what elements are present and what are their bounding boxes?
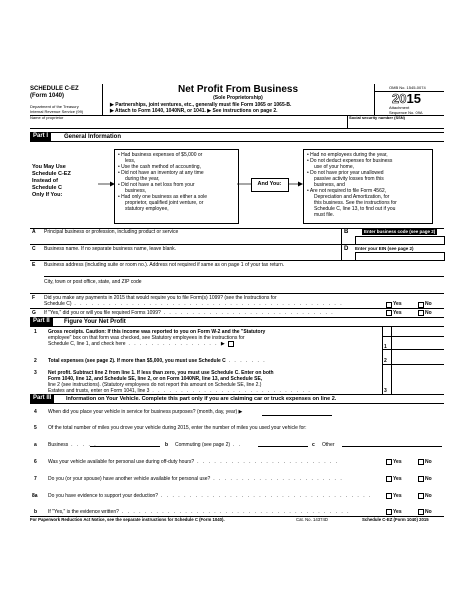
line-7-number: 7 (34, 476, 37, 482)
ssn-label: Social security number (SSN) (349, 115, 406, 120)
principal-business-field[interactable] (44, 236, 340, 244)
line-8b-text: If "Yes," is the evidence written? . . . . . . . . . . . . . . . . . . . . . . . . . . . . . . . . . . . . . . . . (48, 509, 351, 515)
line-5-text: Of the total number of miles you drove your vehicle during 2015, enter the number of miles you used your vehicle for: (48, 425, 307, 431)
part3-title: Information on Your Vehicle. Complete this part only if you are claiming car or truck expenses on line 2. (66, 396, 337, 402)
net-profit-field[interactable] (392, 380, 443, 393)
line-6-no-label: No (425, 459, 432, 465)
line-f-label-2: Schedule C) . . . . . . . . . . . . . . . . . . . . . . . . . . . . . . . . . . . . . . . . . . . . . . . (44, 301, 344, 307)
part2-tab: Part II (30, 317, 53, 326)
part3-tab: Part III (30, 394, 54, 403)
instructions-line2: ▶ Attach to Form 1040, 1040NR, or 1041. ▶ See instructions on page 2. (110, 108, 278, 114)
gross-receipts-field[interactable] (392, 337, 443, 348)
commuting-miles-field[interactable] (258, 437, 308, 446)
line-3-text-c: line 2 (see instructions). (Statutory employees do not report this amount on Schedule SE, line 2.) (48, 382, 262, 388)
line-6-number: 6 (34, 459, 37, 465)
part1-tab: Part I (30, 132, 51, 141)
catalog-number: Cat. No. 14374D (296, 517, 329, 522)
line-g-yes-checkbox[interactable] (386, 310, 392, 316)
line-8a-number: 8a (32, 493, 38, 499)
line-1-box-number: 1 (384, 344, 387, 350)
you-may-use-text: You May Use Schedule C-EZ Instead of Schedule C Only If You: (32, 164, 71, 198)
line-4-number: 4 (34, 409, 37, 415)
business-name-field[interactable] (44, 252, 340, 259)
line-5c-label: Other (322, 442, 335, 448)
line-6-yes-label: Yes (393, 459, 402, 465)
line-f-no-label: No (425, 301, 432, 307)
line-5a-letter: a (34, 442, 37, 448)
subtitle: (Sole Proprietorship) (213, 95, 263, 101)
line-f-label: Did you make any payments in 2015 that would require you to file Form(s) 1099? (see the Instructions for (44, 295, 277, 301)
line-4-text: When did you place your vehicle in service for business purposes? (month, day, year) ▶ (48, 409, 243, 415)
line-3-number: 3 (34, 370, 37, 376)
and-you-label: And You: (257, 181, 282, 187)
line-b-label: Enter business code (see page 2) (364, 229, 436, 234)
line-8a-yes-checkbox[interactable] (386, 493, 392, 499)
instructions-line1: ▶ Partnerships, joint ventures, etc., generally must file Form 1065 or 1065-B. (110, 102, 292, 108)
line-8a-no-label: No (425, 493, 432, 499)
line-d-label: Enter your EIN (see page 2) (355, 246, 414, 251)
line-5a-label: Business . . . . . (48, 442, 98, 448)
dept-line2: Internal Revenue Service (99) (30, 109, 84, 114)
line-6-text: Was your vehicle available for personal use during off-duty hours? . . . . . . . . . . . . . . . . . . . . . . . . . (48, 459, 339, 465)
vehicle-service-date-field[interactable] (262, 406, 332, 415)
line-a-letter: A (32, 229, 36, 235)
line-e-label: Business address (including suite or room no.). Address not required if same as on page 1 of your tax return. (44, 262, 285, 268)
line-g-yes-label: Yes (393, 310, 402, 316)
line-d-letter: D (344, 246, 349, 252)
line-e-letter: E (32, 262, 36, 268)
line-3-text-a: Net profit. Subtract line 2 from line 1. If less than zero, you must use Schedule C. Enter on both (48, 370, 274, 376)
line-3-text-b: Form 1040, line 12, and Schedule SE, line 2, or on Form 1040NR, line 13, and Schedule SE, (48, 376, 263, 382)
sequence-number: Sequence No. 09A (389, 110, 423, 115)
proprietor-name-field[interactable] (30, 121, 346, 128)
line-g-no-checkbox[interactable] (418, 310, 424, 316)
line-5-number: 5 (34, 425, 37, 431)
line-5b-letter: b (165, 442, 169, 448)
connector-line (237, 181, 251, 187)
line-8a-text: Do you have evidence to support your deduction? . . . . . . . . . . . . . . . . . . . . . . . . . . . . . . . . . . . . . (48, 493, 372, 499)
line-g-letter: G (32, 310, 36, 316)
line-6-no-checkbox[interactable] (418, 459, 424, 465)
line-8a-yes-label: Yes (393, 493, 402, 499)
line-8a-no-checkbox[interactable] (418, 493, 424, 499)
line-f-letter: F (32, 295, 36, 301)
other-miles-field[interactable] (342, 437, 442, 446)
business-address-field[interactable] (44, 268, 442, 276)
part2-title: Figure Your Net Profit (64, 319, 126, 325)
tax-year: 2015 (392, 91, 421, 106)
omb-number: OMB No. 1545-0074 (389, 85, 426, 90)
left-bullet-list: • Had business expenses of $5,000 or less, • Use the cash method of accounting, • Did not have an inventory at any time during the year, • Did not have a net loss from your business, • Had only one business as either a sole proprietor, qualified joint venture, or statutory employee, (118, 152, 208, 212)
line-8b-no-checkbox[interactable] (418, 509, 424, 515)
line-e2-label: City, town or post office, state, and ZIP code (44, 279, 142, 285)
line-8b-yes-label: Yes (393, 509, 402, 515)
line-2-text: Total expenses (see page 2). If more than $5,000, you must use Schedule C . . . . . . . (48, 358, 267, 364)
line-1-text-b: employee" box on that form was checked, see Statutory employees in the instructions for (48, 335, 245, 341)
line-7-no-label: No (425, 476, 432, 482)
line-1-text-c: Schedule C, line 1, and check here . . . . . . . . . . . . . . . . ▶ (48, 341, 227, 347)
line-1-text-a: Gross receipts. Caution: If this income was reported to you on Form W-2 and the "Statutory (48, 329, 266, 335)
attachment-label: Attachment (389, 105, 410, 110)
paperwork-notice: For Paperwork Reduction Act Notice, see the separate instructions for Schedule C (Form 1040). (30, 517, 225, 522)
line-8b-no-label: No (425, 509, 432, 515)
line-7-text: Do you (or your spouse) have another vehicle available for personal use? . . . . . . . . . . . . . . . . . . . . . . . (48, 476, 344, 482)
statutory-employee-checkbox[interactable] (228, 341, 234, 347)
schedule-title: SCHEDULE C-EZ (30, 86, 79, 92)
line-a-label: Principal business or profession, including product or service (44, 229, 179, 235)
business-miles-field[interactable] (90, 437, 160, 446)
line-8b-yes-checkbox[interactable] (386, 509, 392, 515)
line-7-yes-checkbox[interactable] (386, 476, 392, 482)
main-title: Net Profit From Business (177, 84, 299, 95)
line-g-no-label: No (425, 310, 432, 316)
line-g-label: If "Yes," did you or will you file required Forms 1099? . . . . . . . . . . . . . . . . . . . . . . . . . . . . . . (44, 310, 335, 316)
city-state-zip-field[interactable] (44, 285, 442, 292)
line-2-number: 2 (34, 358, 37, 364)
line-8b-letter: b (34, 509, 38, 515)
proprietor-name-label: Name of proprietor (30, 115, 64, 120)
line-7-yes-label: Yes (393, 476, 402, 482)
line-b-letter: B (344, 229, 349, 235)
part1-title: General Information (64, 134, 122, 140)
line-5b-label: Commuting (see page 2) . . (175, 442, 242, 448)
form-ref: (Form 1040) (30, 93, 65, 99)
line-3-text-d: Estates and trusts, enter on Form 1041, line 3 . . . . . . . . . . . . . . . . . . . . . . . . . . . . (48, 388, 312, 394)
line-f-yes-label: Yes (393, 301, 402, 307)
right-bullet-list: • Had no employees during the year, • Do not deduct expenses for business use of your home, • Do not have prior year unallowed passive activity losses from this business, and • Are not required to file Form 4562, Depreciation and Amortization, for this business. See the instructions for Schedule C, line 13, to find out if you must file. (307, 152, 397, 218)
line-3-box-number: 3 (384, 388, 387, 394)
ssn-field[interactable] (348, 121, 443, 128)
form-footer-title: Schedule C-EZ (Form 1040) 2015 (362, 517, 429, 522)
total-expenses-field[interactable] (392, 351, 443, 363)
line-1-number: 1 (34, 329, 37, 335)
dept-line1: Department of the Treasury (30, 104, 79, 109)
line-5c-letter: c (312, 442, 315, 448)
line-c-letter: C (32, 246, 36, 252)
line-6-yes-checkbox[interactable] (386, 459, 392, 465)
line-2-box-number: 2 (384, 358, 387, 364)
line-c-label: Business name. If no separate business name, leave blank. (44, 246, 177, 252)
line-7-no-checkbox[interactable] (418, 476, 424, 482)
